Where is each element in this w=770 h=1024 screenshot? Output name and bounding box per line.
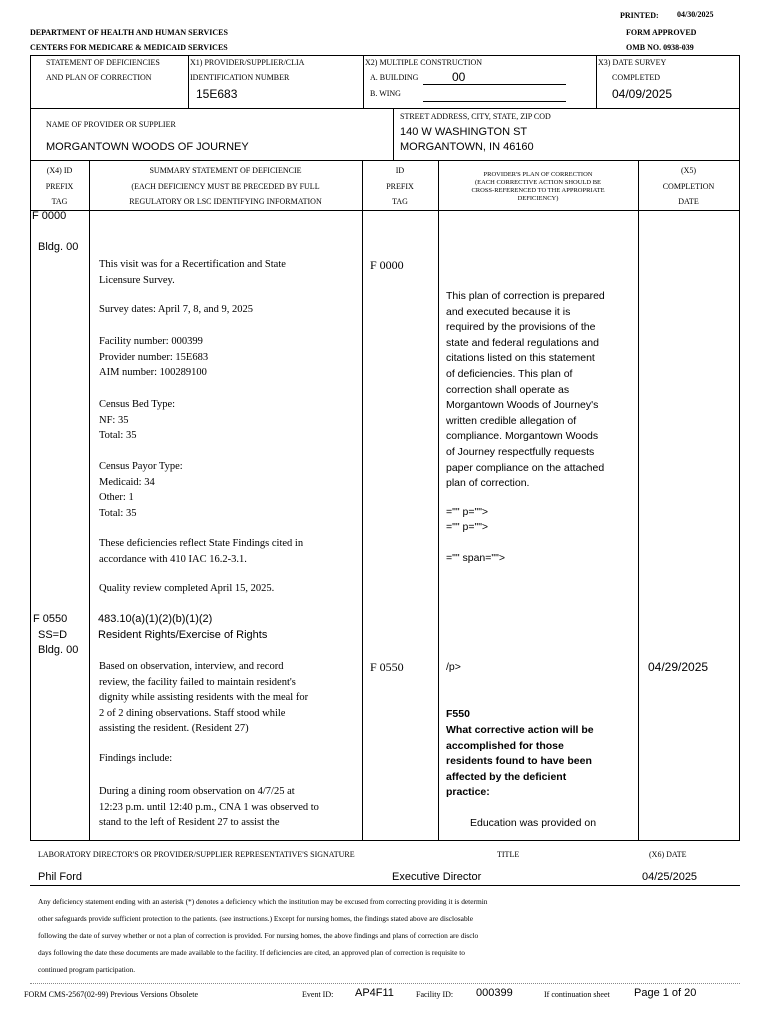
provider-name-label: NAME OF PROVIDER OR SUPPLIER (46, 120, 176, 129)
tag-f0550 (33, 612, 78, 659)
poc2-fragment: /p> (446, 661, 461, 673)
state-findings (99, 536, 303, 567)
poc-fragment-1: ="" p=""> (446, 506, 489, 518)
signature-label: LABORATORY DIRECTOR'S OR PROVIDER/SUPPLIER REPRESENTATIVE'S SIGNATURE (38, 850, 355, 859)
x5-header-3: DATE (678, 197, 699, 206)
event-id-label: Event ID: (302, 990, 334, 999)
rule (30, 840, 740, 841)
omb-number: OMB NO. 0938-039 (626, 43, 694, 52)
census-payor-line: Medicaid: 34 (99, 476, 155, 488)
tag-f0550-id: F 0550 (33, 613, 68, 625)
dept-title: DEPARTMENT OF HEALTH AND HUMAN SERVICES (30, 28, 228, 37)
completion-date: 04/29/2025 (648, 660, 709, 674)
visit-line: This visit was for a Recertification and State (99, 259, 286, 270)
rule (363, 55, 364, 108)
regulation-ref: 483.10(a)(1)(2)(b)(1)(2) (98, 613, 213, 625)
rule (362, 160, 363, 840)
id-tag-f0550: F 0550 (370, 660, 404, 674)
census-bed (99, 397, 175, 444)
rule (596, 55, 597, 108)
facility-line: AIM number: 100289100 (99, 367, 207, 379)
rule (30, 55, 740, 56)
signer-name: Phil Ford (38, 871, 83, 883)
poc-header-2: (EACH CORRECTIVE ACTION SHOULD BE (474, 179, 602, 186)
survey-date: 04/09/2025 (612, 87, 673, 101)
poc-statement (446, 289, 605, 492)
poc-line: written credible allegation of (446, 414, 577, 427)
poc2-title: F550 (446, 708, 470, 720)
poc2-question (446, 723, 594, 801)
poc-line: Morgantown Woods of Journey's (446, 399, 599, 412)
building-value: 00 (452, 70, 466, 84)
x4-header-3: TAG (51, 197, 68, 206)
tag-f0000: F 0000 (32, 210, 67, 222)
dining-observation (99, 784, 319, 831)
poc2-question-line: affected by the deficient (446, 770, 567, 783)
id-header-3: TAG (392, 197, 408, 206)
bldg-label-2: Bldg. 00 (38, 644, 79, 657)
based-on (99, 659, 308, 737)
visit-line: Licensure Survey. (99, 274, 175, 286)
poc-line: and executed because it is (446, 305, 571, 318)
poc2-question-line: What corrective action will be (446, 724, 594, 736)
rule (393, 108, 394, 160)
summary-header-2: (EACH DEFICIENCY MUST BE PRECEDED BY FULL (131, 182, 320, 191)
based-on-line: dignity while assisting residents with the meal for (99, 692, 309, 704)
rule (30, 108, 740, 109)
survey-dates: Survey dates: April 7, 8, and 9, 2025 (99, 304, 253, 315)
facility-line: Provider number: 15E683 (99, 351, 209, 363)
poc-fragment-2: ="" p=""> (446, 521, 489, 533)
form-approved: FORM APPROVED (626, 28, 697, 37)
rule (30, 160, 31, 840)
x2-label: X2) MULTIPLE CONSTRUCTION (365, 58, 483, 67)
scope-severity: SS=D (38, 628, 68, 641)
rule (638, 160, 639, 840)
regulation (98, 612, 267, 643)
id-header-2: PREFIX (386, 182, 414, 191)
disclaimer-line: Any deficiency statement ending with an asterisk (*) denotes a deficiency which the institution may be excused from correcting providing it is determin (38, 897, 488, 906)
x1-label: X1) PROVIDER/SUPPLIER/CLIA (190, 58, 305, 67)
identification-label: IDENTIFICATION NUMBER (190, 73, 290, 82)
poc-line: of Journey respectfully requests (446, 445, 595, 458)
poc-line: state and federal regulations and (446, 336, 599, 349)
poc-header (438, 171, 638, 203)
based-on-line: assisting the resident. (Resident 27) (99, 723, 249, 735)
based-on-line: Based on observation, interview, and record (99, 661, 284, 672)
poc-line: paper compliance on the attached (446, 461, 605, 474)
poc2-question-line: residents found to have been (446, 755, 592, 768)
printed-date: 04/30/2025 (677, 10, 714, 19)
disclaimer-line: following the date of survey whether or not a plan of correction is provided. For nursing homes, the above findings and plans of correction are disclo (38, 931, 479, 940)
census-bed-line: Total: 35 (99, 430, 137, 442)
rule (30, 108, 31, 160)
printed-label: PRINTED: (620, 11, 659, 20)
rule (89, 160, 90, 840)
date-label: (X6) DATE (649, 850, 687, 859)
centers-title: CENTERS FOR MEDICARE & MEDICAID SERVICES (30, 43, 228, 52)
statement-label: STATEMENT OF DEFICIENCIES (46, 58, 160, 67)
page-number: Page 1 of 20 (634, 987, 697, 999)
rule (739, 160, 740, 840)
event-id-value: AP4F11 (355, 987, 394, 999)
census-payor (99, 459, 183, 521)
building-underline (423, 84, 566, 85)
x4-header-2: PREFIX (45, 182, 74, 191)
poc-line: required by the provisions of the (446, 321, 596, 334)
dining-line: stand to the left of Resident 27 to assist the (99, 817, 280, 829)
facility-line: Facility number: 000399 (99, 336, 203, 347)
footer-rule (30, 983, 740, 984)
disclaimer-line: days following the date these documents are made available to the facility. If deficiencies are cited, an approved plan of correction is requisite to (38, 948, 465, 957)
address-line2: MORGANTOWN, IN 46160 (400, 141, 534, 153)
x3-label: X3) DATE SURVEY (598, 58, 667, 67)
state-findings-line: These deficiencies reflect State Findings cited in (99, 538, 304, 549)
disclaimer-line: other safeguards provide sufficient protection to the patients. (see instructions.) Except for nursing homes, the findings stated above are disclosable (38, 914, 473, 923)
rule (30, 210, 740, 211)
x4-header-1: (X4) ID (46, 166, 73, 175)
rule (30, 55, 31, 108)
wing-underline (423, 101, 566, 102)
bldg-label-1: Bldg. 00 (38, 241, 79, 253)
facility-info (99, 334, 208, 381)
rule (438, 160, 439, 840)
facility-id-value: 000399 (476, 987, 513, 999)
poc-line: compliance. Morgantown Woods (446, 430, 599, 443)
id-tag-f0000: F 0000 (370, 258, 404, 272)
poc-header-4: DEFICIENCY) (517, 195, 559, 202)
quality-review: Quality review completed April 15, 2025. (99, 583, 275, 594)
census-payor-line: Other: 1 (99, 492, 134, 504)
rule (188, 55, 189, 108)
facility-id-label: Facility ID: (416, 990, 454, 999)
id-header-1: ID (395, 166, 405, 175)
provider-name: MORGANTOWN WOODS OF JOURNEY (46, 141, 249, 153)
disclaimer-line: continued program participation. (38, 965, 136, 974)
provider-id: 15E683 (196, 87, 238, 101)
census-bed-line: NF: 35 (99, 414, 129, 426)
rule (739, 108, 740, 160)
signature-date: 04/25/2025 (642, 871, 698, 883)
poc-fragment-3: ="" span=""> (446, 552, 505, 564)
dining-line: 12:23 p.m. until 12:40 p.m., CNA 1 was observed to (99, 801, 319, 813)
poc-line: correction shall operate as (446, 383, 570, 396)
building-label: A. BUILDING (370, 73, 419, 82)
rule (30, 885, 740, 886)
poc-header-3: CROSS-REFERENCED TO THE APPROPRIATE (471, 187, 605, 194)
poc2-question-line: practice: (446, 786, 490, 799)
poc2-question-line: accomplished for those (446, 739, 564, 752)
disclaimer (38, 893, 487, 978)
summary-header-3: REGULATORY OR LSC IDENTIFYING INFORMATION (129, 197, 322, 206)
poc-header-1: PROVIDER'S PLAN OF CORRECTION (483, 171, 593, 178)
based-on-line: review, the facility failed to maintain resident's (99, 676, 296, 688)
x5-header-2: COMPLETION (662, 182, 715, 191)
plan-label: AND PLAN OF CORRECTION (46, 73, 152, 82)
poc-line: This plan of correction is prepared (446, 290, 605, 302)
poc-line: plan of correction. (446, 477, 530, 490)
state-findings-line: accordance with 410 IAC 16.2-3.1. (99, 553, 247, 565)
rule (739, 55, 740, 108)
poc-line: citations listed on this statement (446, 352, 595, 365)
x5-header-1: (X5) (680, 166, 697, 175)
address-line1: 140 W WASHINGTON ST (400, 126, 528, 138)
wing-label: B. WING (370, 89, 401, 98)
completed-label: COMPLETED (612, 73, 660, 82)
signer-title: Executive Director (392, 871, 482, 883)
findings-include: Findings include: (99, 753, 173, 764)
form-number: FORM CMS-2567(02-99) Previous Versions Obsolete (24, 990, 199, 999)
visit-text (99, 257, 286, 288)
regulation-title: Resident Rights/Exercise of Rights (98, 628, 268, 641)
address-label: STREET ADDRESS, CITY, STATE, ZIP COD (400, 112, 551, 121)
census-payor-line: Total: 35 (99, 507, 137, 519)
poc-line: of deficiencies. This plan of (446, 367, 573, 380)
census-payor-line: Census Payor Type: (99, 461, 183, 472)
title-label: TITLE (497, 850, 520, 859)
dining-line: During a dining room observation on 4/7/25 at (99, 786, 295, 797)
census-bed-line: Census Bed Type: (99, 399, 176, 410)
based-on-line: 2 of 2 dining observations. Staff stood while (99, 707, 286, 719)
summary-header-1: SUMMARY STATEMENT OF DEFICIENCIE (149, 166, 302, 175)
poc2-education: Education was provided on (470, 817, 597, 829)
continuation-label: If continuation sheet (544, 990, 610, 999)
rule (30, 160, 740, 161)
